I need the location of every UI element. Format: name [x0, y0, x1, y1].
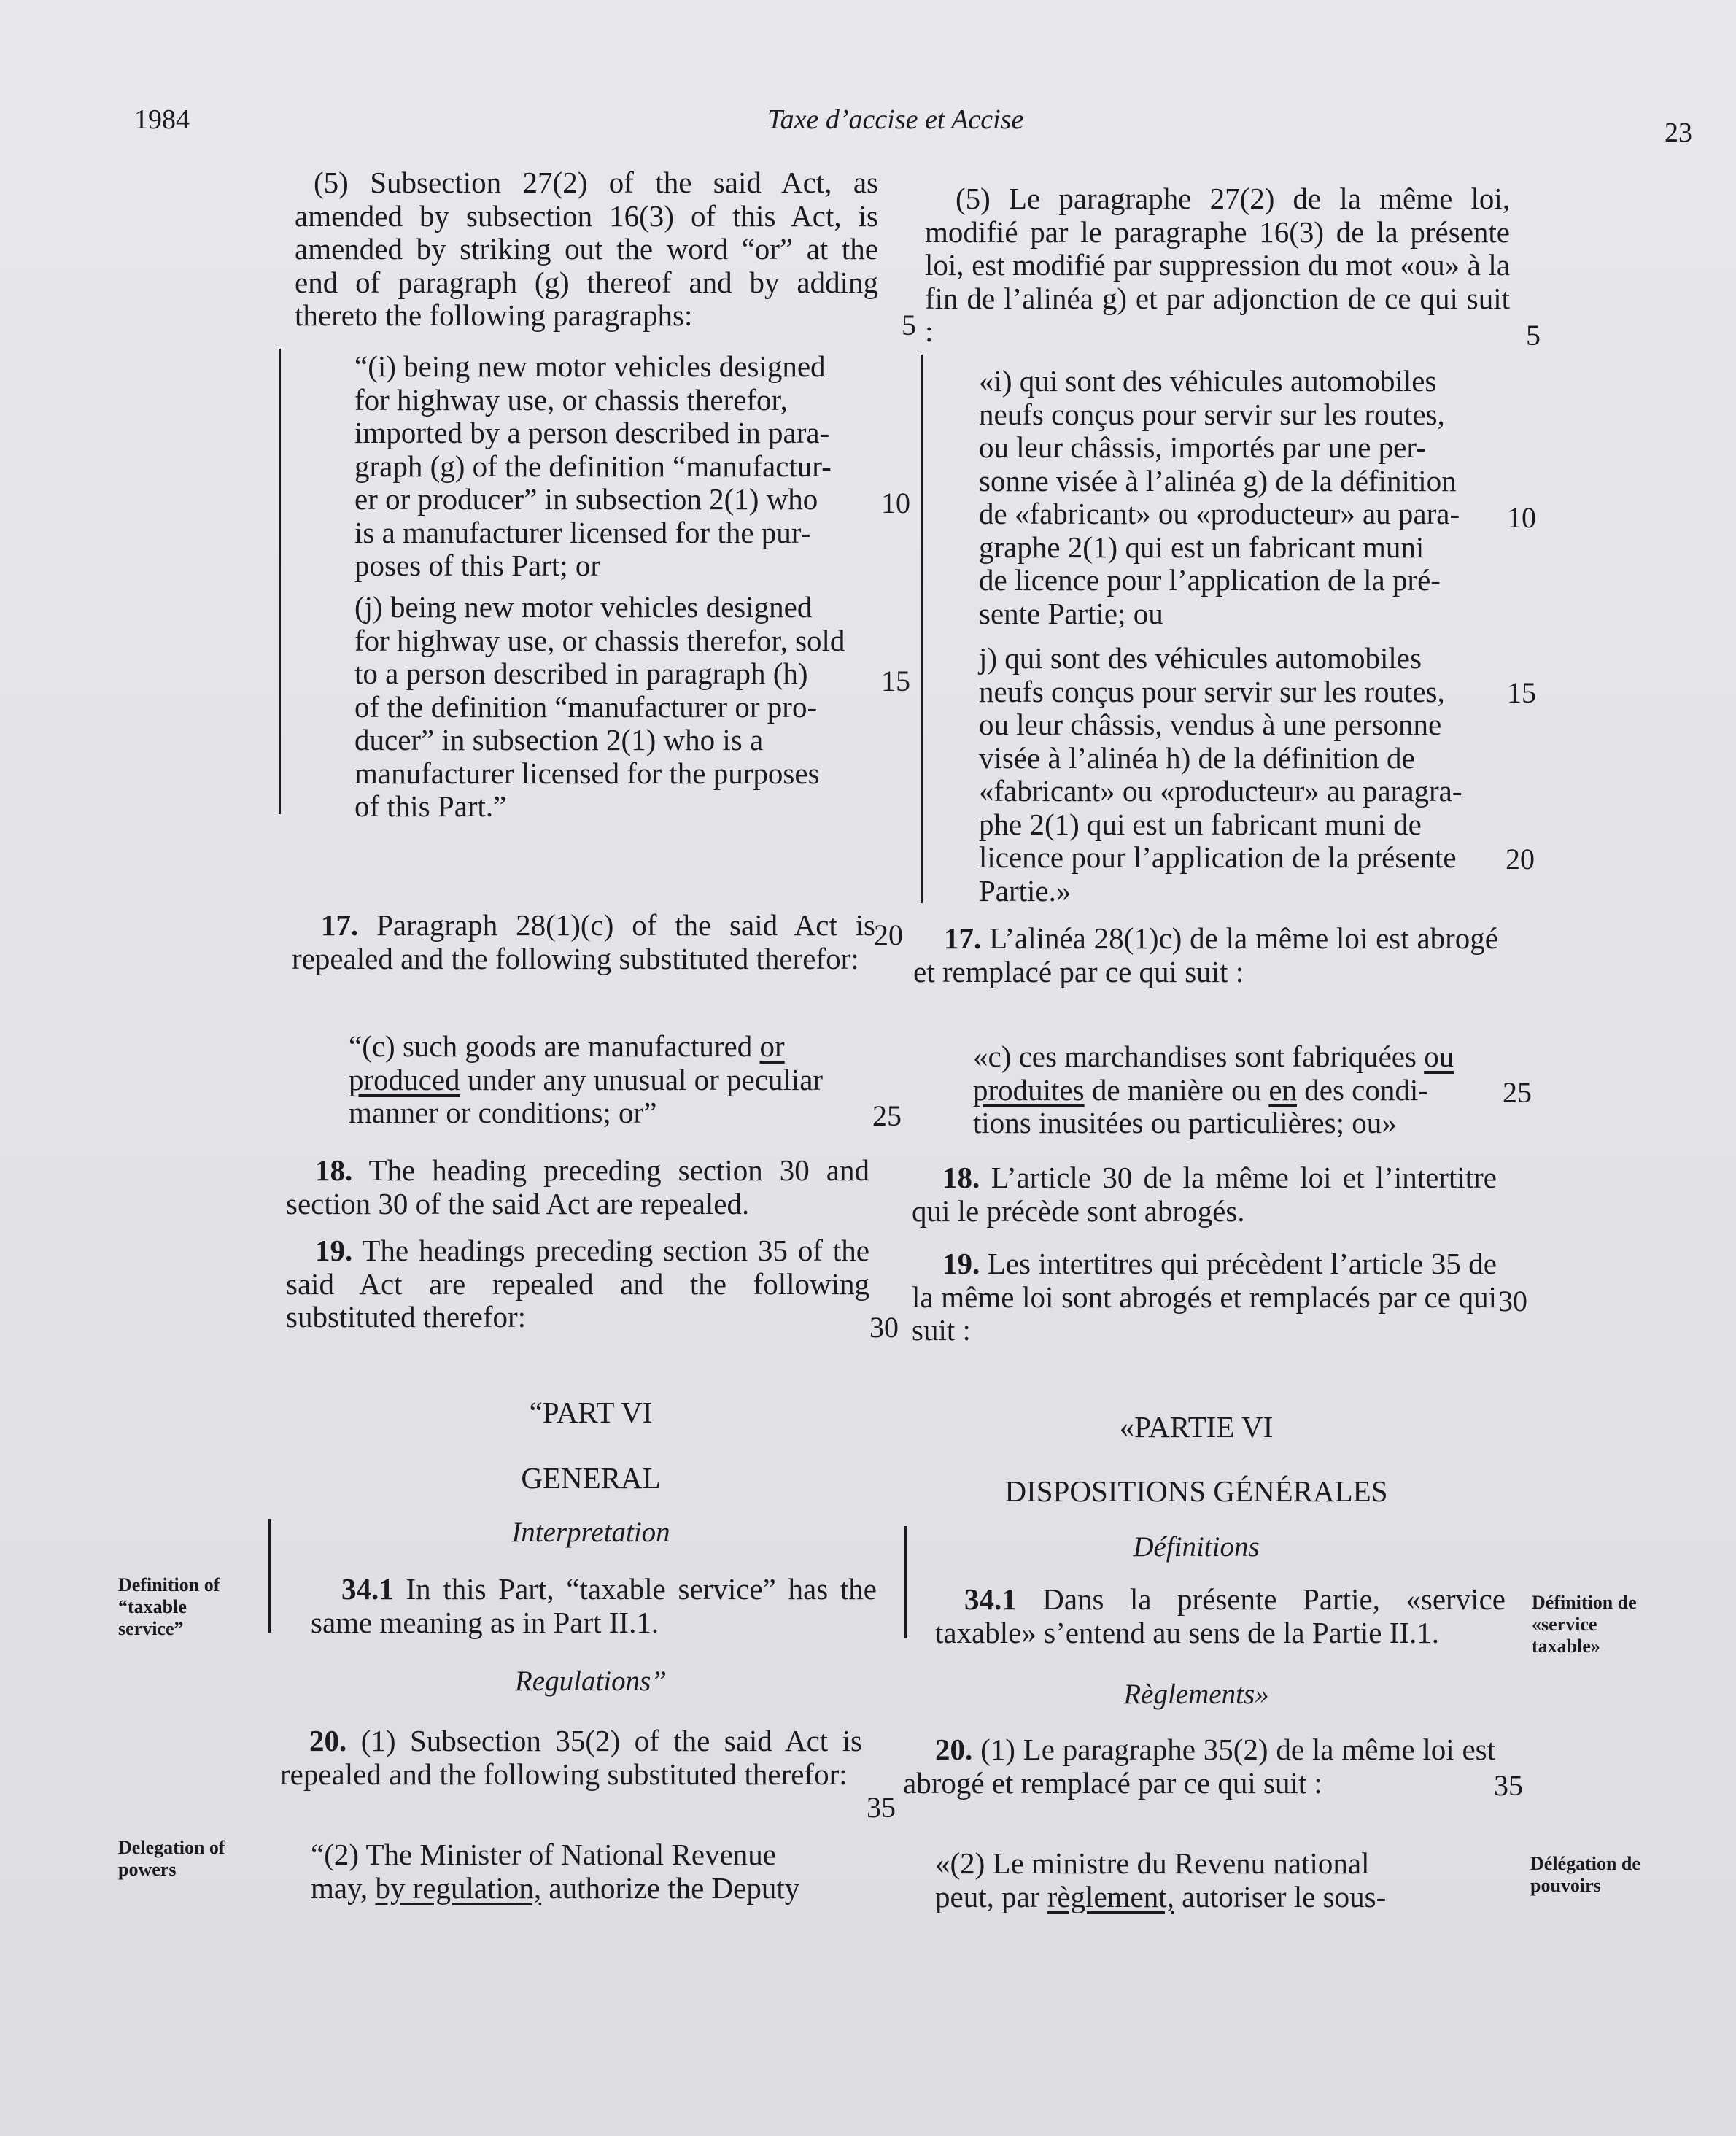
- margin-note-line: “taxable: [118, 1596, 187, 1617]
- en-j-line: to a person described in paragraph (h): [354, 657, 808, 690]
- fr-partie-heading: «PARTIE VI: [1119, 1410, 1274, 1444]
- fr-i-line: de «fabricant» ou «producteur» au para-: [979, 497, 1460, 530]
- en-c-text: under any unusual or peculiar: [467, 1062, 824, 1096]
- line-number: 35: [867, 1791, 896, 1824]
- section-number: 19.: [942, 1247, 980, 1280]
- fr-s341-text: Dans la présente Partie, «service taxable» s’entend au sens de la Partie II.1.: [935, 1582, 1506, 1649]
- margin-note-definition: [118, 1574, 220, 1640]
- en-general-heading: GENERAL: [521, 1461, 661, 1495]
- en-amendment-bar: [268, 1519, 271, 1633]
- line-number: 5: [902, 309, 916, 341]
- fr-s17-text: L’alinéa 28(1)c) de la même loi est abrogé et remplacé par ce qui suit :: [913, 921, 1499, 988]
- margin-note-line: Délégation de: [1530, 1853, 1640, 1874]
- fr-s20-2-text: «(2) Le ministre du Revenu national: [935, 1846, 1370, 1880]
- en-section-17: [292, 909, 875, 975]
- fr-s20-2-text: autoriser le sous-: [1182, 1879, 1387, 1914]
- fr-section-34-1: [935, 1583, 1506, 1649]
- margin-note-line: taxable»: [1532, 1636, 1600, 1657]
- fr-j-line: ou leur châssis, vendus à une personne: [979, 708, 1442, 741]
- fr-c-text: des condi-: [1304, 1072, 1428, 1107]
- fr-c-text: «c) ces marchandises sont fabriquées: [973, 1040, 1417, 1073]
- section-number: 18.: [315, 1153, 353, 1187]
- fr-par-reglement: règlement,: [1047, 1879, 1174, 1914]
- line-number: 10: [1507, 501, 1536, 534]
- en-i-line: for highway use, or chassis therefor,: [354, 382, 788, 417]
- en-s19-text: The headings preceding section 35 of the said Act are repealed and the following substituted therefor:: [286, 1234, 870, 1334]
- fr-c-ou: ou: [1424, 1040, 1454, 1073]
- fr-s18-text: L’article 30 de la même loi et l’intertitre qui le précède sont abrogés.: [912, 1161, 1497, 1228]
- line-number: 15: [881, 665, 910, 697]
- line-number: 25: [1503, 1076, 1532, 1109]
- section-number: 34.1: [341, 1572, 394, 1606]
- line-number: 25: [872, 1099, 902, 1132]
- en-paragraph-j: [354, 591, 877, 824]
- fr-subsection-2: [935, 1847, 1504, 1914]
- fr-paragraph-c: [973, 1040, 1527, 1140]
- fr-i-line: neufs conçus pour servir sur les routes,: [979, 397, 1445, 431]
- en-section-19: [286, 1234, 869, 1334]
- margin-note-line: Définition de: [1532, 1592, 1637, 1613]
- en-j-line: manufacturer licensed for the purposes: [354, 756, 820, 790]
- fr-j-line: phe 2(1) qui est un fabricant muni de: [979, 807, 1422, 841]
- margin-note-definition-fr: [1532, 1592, 1637, 1657]
- margin-note-line: Definition of: [118, 1574, 220, 1595]
- en-subsection-5: (5) Subsection 27(2) of the said Act, as amended by subsection 16(3) of this Act, is amended by striking out the word “or” at the end of paragraph (g) thereof and by adding thereto the following paragraphs:: [295, 166, 878, 332]
- fr-s20-text: (1) Le paragraphe 35(2) de la même loi est abrogé et remplacé par ce qui suit :: [903, 1733, 1496, 1800]
- fr-j-line: neufs conçus pour servir sur les routes,: [979, 674, 1445, 708]
- fr-c-text: tions inusitées ou particulières; ou»: [973, 1106, 1397, 1139]
- running-title: Taxe d’accise et Accise: [767, 104, 1024, 135]
- en-i-line: is a manufacturer licensed for the pur-: [354, 515, 811, 549]
- margin-note-line: Delegation of: [118, 1837, 225, 1858]
- fr-section-18: [912, 1161, 1497, 1228]
- en-s17-text: Paragraph 28(1)(c) of the said Act is repealed and the following substituted therefor:: [292, 908, 875, 975]
- en-i-line: er or producer” in subsection 2(1) who: [354, 482, 818, 516]
- fr-j-line: Partie.»: [979, 873, 1072, 908]
- margin-note-line: pouvoirs: [1530, 1875, 1601, 1896]
- fr-i-line: sente Partie; ou: [979, 596, 1163, 630]
- line-number: 20: [874, 918, 903, 951]
- fr-amendment-bar: [904, 1526, 907, 1638]
- en-paragraph-c: [349, 1030, 874, 1130]
- margin-note-delegation-fr: [1530, 1853, 1640, 1897]
- en-s20-text: (1) Subsection 35(2) of the said Act is repealed and the following substituted therefor:: [280, 1724, 862, 1791]
- fr-paragraph-i: [979, 365, 1501, 630]
- line-number: 30: [1498, 1285, 1527, 1317]
- fr-s20-2-text: peut, par: [935, 1879, 1040, 1914]
- en-section-34-1: [311, 1573, 877, 1639]
- fr-subsection-5: (5) Le paragraphe 27(2) de la même loi, modifié par le paragraphe 16(3) de la présente loi, est modifié par suppression du mot «ou» à la fin de l’alinéa g) et par adjonction de ce qui suit :: [925, 182, 1510, 348]
- section-number: 20.: [935, 1733, 973, 1766]
- en-by-regulation: by regulation,: [375, 1870, 542, 1905]
- page-number: 23: [1665, 117, 1692, 148]
- en-j-line: of this Part.”: [354, 789, 507, 823]
- line-number: 35: [1494, 1769, 1523, 1802]
- en-paragraph-i: [354, 350, 877, 583]
- fr-c-produites: produites: [973, 1072, 1085, 1107]
- en-j-line: of the definition “manufacturer or pro-: [354, 689, 818, 724]
- section-number: 18.: [942, 1161, 980, 1194]
- en-j-line: (j) being new motor vehicles designed: [354, 590, 813, 624]
- fr-j-line: licence pour l’application de la présente: [979, 840, 1457, 874]
- en-j-line: ducer” in subsection 2(1) who is a: [354, 723, 764, 756]
- margin-note-line: powers: [118, 1859, 177, 1880]
- en-s20-2-text: authorize the Deputy: [549, 1870, 800, 1905]
- line-number: 30: [869, 1311, 899, 1344]
- margin-note-line: «service: [1532, 1614, 1597, 1635]
- section-number: 19.: [315, 1234, 353, 1267]
- en-c-text: “(c) such goods are manufactured: [349, 1029, 753, 1063]
- fr-j-line: «fabricant» ou «producteur» au paragra-: [979, 774, 1462, 808]
- fr-j-line: j) qui sont des véhicules automobiles: [979, 641, 1422, 675]
- en-s18-text: The heading preceding section 30 and section 30 of the said Act are repealed.: [286, 1153, 870, 1220]
- fr-j-line: visée à l’alinéa h) de la définition de: [979, 740, 1415, 775]
- en-i-line: graph (g) of the definition “manufactur-: [354, 449, 832, 483]
- fr-c-text: de manière ou: [1091, 1072, 1262, 1107]
- section-number: 17.: [321, 908, 359, 942]
- en-c-produced: produced: [349, 1062, 460, 1096]
- fr-i-line: de licence pour l’application de la pré-: [979, 563, 1441, 597]
- en-s20-2-text: “(2) The Minister of National Revenue: [311, 1838, 776, 1871]
- en-i-line: poses of this Part; or: [354, 549, 601, 582]
- fr-i-line: «i) qui sont des véhicules automobiles: [979, 364, 1437, 398]
- fr-section-19: [912, 1247, 1497, 1347]
- margin-note-delegation: [118, 1837, 225, 1881]
- line-number: 20: [1506, 843, 1535, 875]
- fr-i-line: ou leur châssis, importés par une per-: [979, 430, 1426, 464]
- fr-i-line: graphe 2(1) qui est un fabricant muni: [979, 530, 1425, 564]
- en-part-heading: “PART VI: [529, 1396, 653, 1429]
- fr-c-en: en: [1268, 1072, 1298, 1107]
- fr-s19-text: Les intertitres qui précèdent l’article 35 de la même loi sont abrogés et remplacés par ce qui suit :: [912, 1247, 1497, 1347]
- fr-i-line: sonne visée à l’alinéa g) de la définition: [979, 463, 1457, 498]
- line-number: 15: [1507, 676, 1536, 709]
- section-number: 34.1: [964, 1582, 1017, 1616]
- en-s20-2-text: may,: [311, 1870, 368, 1905]
- en-amendment-bar: [279, 349, 281, 814]
- fr-amendment-bar: [921, 355, 923, 903]
- en-regulations-heading: Regulations”: [514, 1665, 667, 1697]
- en-subsection-2: [311, 1838, 865, 1905]
- en-interpretation-heading: Interpretation: [511, 1517, 670, 1548]
- fr-section-20: [903, 1733, 1495, 1800]
- en-i-line: imported by a person described in para-: [354, 416, 830, 449]
- section-number: 17.: [944, 921, 982, 955]
- section-number: 20.: [309, 1724, 347, 1757]
- en-section-20: [280, 1725, 862, 1791]
- line-number: 10: [881, 487, 910, 519]
- fr-section-17: [913, 922, 1498, 988]
- en-s341-text: In this Part, “taxable service” has the same meaning as in Part II.1.: [311, 1572, 877, 1639]
- en-c-or: or: [759, 1029, 785, 1063]
- year: 1984: [134, 104, 190, 135]
- en-c-text: manner or conditions; or”: [349, 1096, 657, 1129]
- fr-reglements-heading: Règlements»: [1123, 1679, 1269, 1710]
- fr-dispositions-heading: DISPOSITIONS GÉNÉRALES: [1004, 1474, 1388, 1508]
- en-j-line: for highway use, or chassis therefor, sold: [354, 623, 845, 657]
- en-section-18: [286, 1154, 869, 1220]
- en-i-line: “(i) being new motor vehicles designed: [354, 349, 826, 383]
- fr-paragraph-j: [979, 642, 1501, 908]
- line-number: 5: [1526, 319, 1541, 352]
- fr-definitions-heading: Définitions: [1133, 1531, 1260, 1563]
- margin-note-line: service”: [118, 1618, 184, 1639]
